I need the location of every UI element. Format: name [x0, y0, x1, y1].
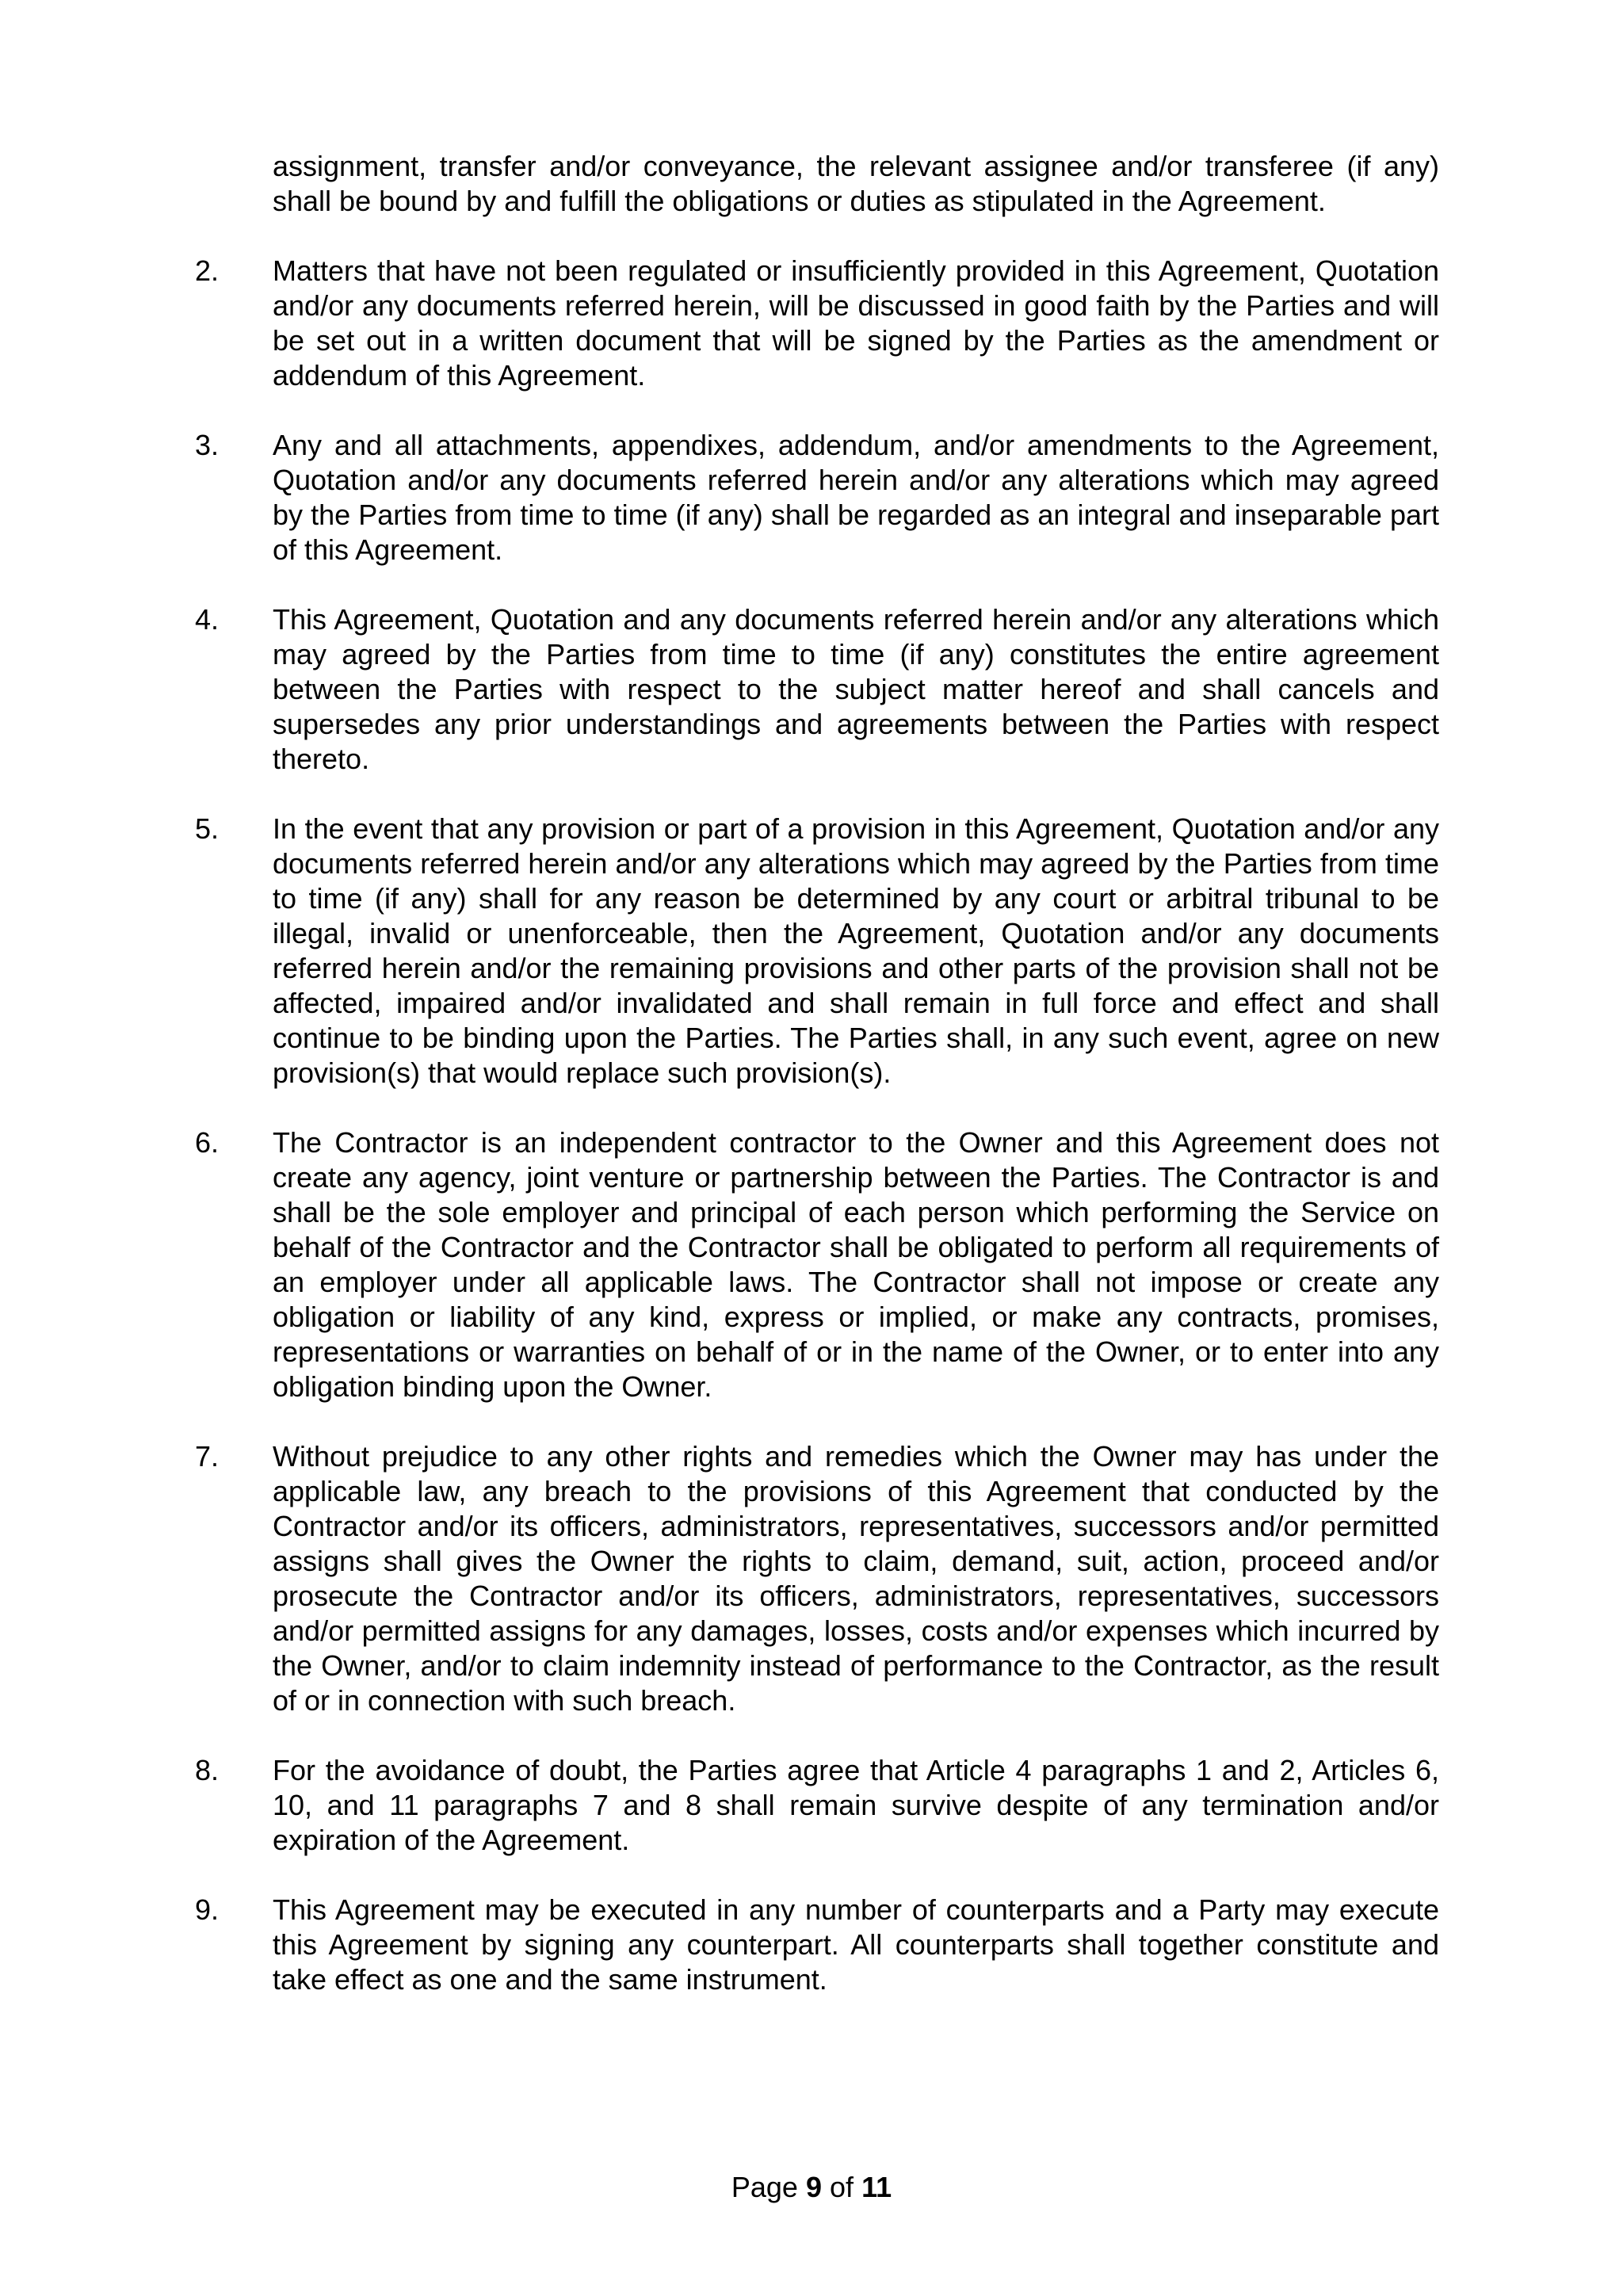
document-body — [195, 149, 1439, 2032]
clause-number: 4. — [195, 603, 220, 636]
clause-text: This Agreement may be executed in any number of counterparts and a Party may execute this Agreement by signing any counterpart. All counterparts shall together constitute and take effect as one and the same instrument. — [273, 1893, 1439, 1996]
clause-number: 6. — [195, 1126, 220, 1159]
clause-text: In the event that any provision or part of a provision in this Agreement, Quotation and/or any documents referred herein and/or any alterations which may agreed by the Parties from time to time (if any) shall for any reason be determined by any court or arbitral tribunal to be illegal, invalid or unenforceable, then the Agreement, Quotation and/or any documents referred herein and/or the remaining provisions and other parts of the provision shall not be affected, impaired and/or invalidated and shall remain in full force and effect and shall continue to be binding upon the Parties. The Parties shall, in any such event, agree on new provision(s) that would replace such provision(s). — [273, 812, 1439, 1089]
clause-number: 8. — [195, 1754, 220, 1786]
clause-6 — [195, 1125, 1439, 1404]
clause-text: Without prejudice to any other rights and remedies which the Owner may has under the applicable law, any breach to the provisions of this Agreement that conducted by the Contractor and/or its officers, administrators, representatives, successors and/or permitted assigns shall gives the Owner the rights to claim, demand, suit, action, proceed and/or prosecute the Contractor and/or its officers, administrators, representatives, successors and/or permitted assigns for any damages, losses, costs and/or expenses which incurred by the Owner, and/or to claim indemnity instead of performance to the Contractor, as the result of or in connection with such breach. — [273, 1440, 1439, 1717]
total-pages-number: 11 — [861, 2171, 892, 2203]
clause-number: 5. — [195, 812, 220, 845]
clause-number: 2. — [195, 254, 220, 287]
clause-7 — [195, 1439, 1439, 1718]
clause-5 — [195, 812, 1439, 1091]
clause-text: Any and all attachments, appendixes, addendum, and/or amendments to the Agreement, Quotation and/or any documents referred herein and/or any alterations which may agreed by the Parties from time to time (if any) shall be regarded as an integral and inseparable part of this Agreement. — [273, 429, 1439, 566]
clause-2 — [195, 254, 1439, 393]
continued-paragraph: assignment, transfer and/or conveyance, the relevant assignee and/or transferee (if any) shall be bound by and fulfill the obligations or duties as stipulated in the Agreement. — [273, 150, 1439, 217]
clause-number: 7. — [195, 1440, 220, 1473]
clause-text: This Agreement, Quotation and any documents referred herein and/or any alterations which may agreed by the Parties from time to time (if any) constitutes the entire agreement between the Parties with respect to the subject matter hereof and shall cancels and supersedes any prior understandings and agreements between the Parties with respect thereto. — [273, 603, 1439, 775]
page-footer — [0, 2170, 1623, 2205]
of-word: of — [830, 2171, 854, 2203]
clause-4 — [195, 602, 1439, 777]
clause-number: 3. — [195, 429, 220, 461]
clause-text: Matters that have not been regulated or insufficiently provided in this Agreement, Quotation and/or any documents referred herein, will be discussed in good faith by the Parties and will be set out in a written document that will be signed by the Parties as the amendment or addendum of this Agreement. — [273, 254, 1439, 392]
page-word: Page — [731, 2171, 798, 2203]
current-page-number: 9 — [805, 2171, 822, 2203]
clause-number: 9. — [195, 1893, 220, 1926]
clause-text: The Contractor is an independent contractor to the Owner and this Agreement does not create any agency, joint venture or partnership between the Parties. The Contractor is and shall be the sole employer and principal of each person which performing the Service on behalf of the Contractor and the Contractor shall be obligated to perform all requirements of an employer under all applicable laws. The Contractor shall not impose or create any obligation or liability of any kind, express or implied, or make any contracts, promises, representations or warranties on behalf of or in the name of the Owner, or to enter into any obligation binding upon the Owner. — [273, 1126, 1439, 1403]
clause-9 — [195, 1893, 1439, 1997]
clause-3 — [195, 428, 1439, 567]
clause-text: For the avoidance of doubt, the Parties agree that Article 4 paragraphs 1 and 2, Articles 6, 10, and 11 paragraphs 7 and 8 shall remain survive despite of any termination and/or expiration of the Agreement. — [273, 1754, 1439, 1856]
clause-8 — [195, 1753, 1439, 1858]
